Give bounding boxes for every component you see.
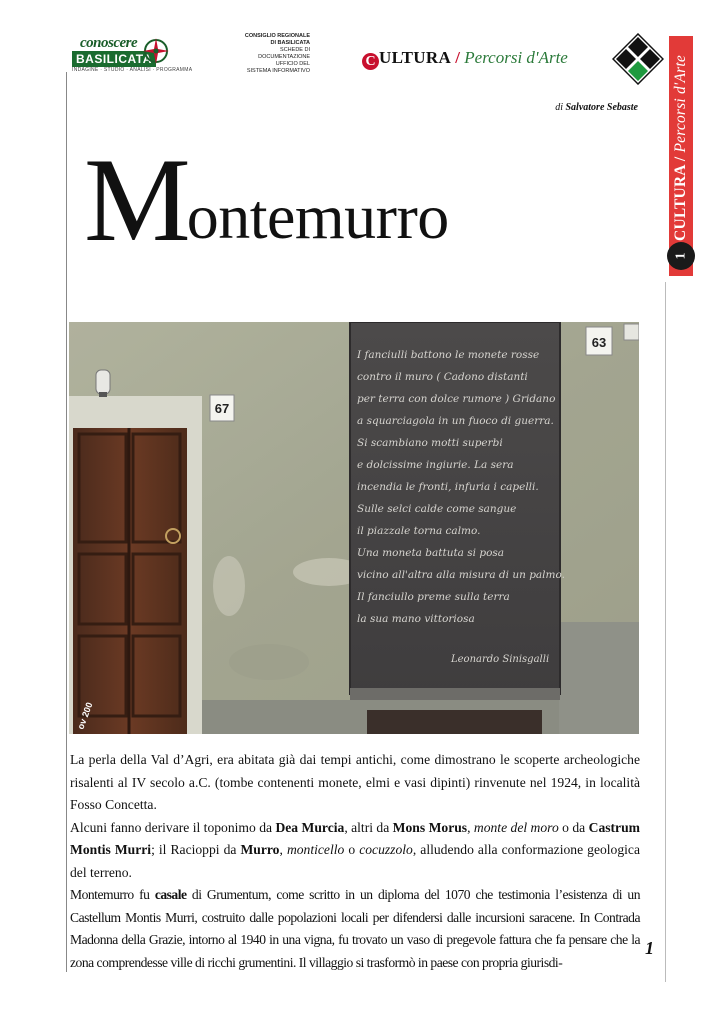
council-line-5: UFFICIO DEL xyxy=(275,61,310,67)
side-band-text xyxy=(672,55,690,241)
p2-text-1: Alcuni fanno derivare il toponimo da xyxy=(70,819,276,835)
logo-line2: BASILICATA xyxy=(72,51,156,67)
p2-text-8: , alludendo alla conformazione geologica del terreno. xyxy=(70,842,640,880)
paragraph-3 xyxy=(70,884,640,974)
cultura-slash: / xyxy=(455,48,461,67)
plaque-line-3: per terra con dolce rumore ) Gridano xyxy=(357,393,556,405)
plaque-line-9: il piazzale torna calmo. xyxy=(357,525,481,537)
p2-text-5: ; il Racioppi da xyxy=(151,842,241,857)
plaque-signature: Leonardo Sinisgalli xyxy=(451,654,550,665)
plaque-line-1: I fanciulli battono le monete rosse xyxy=(357,349,540,361)
left-margin-rule xyxy=(66,72,67,972)
diamond-emblem-icon xyxy=(612,33,664,85)
photo-watermark: ov 200 xyxy=(75,700,95,731)
article-body xyxy=(70,749,640,974)
side-band-italic: Percorsi d'Arte xyxy=(672,55,689,153)
plaque-line-12: Il fanciullo preme sulla terra xyxy=(357,591,510,603)
section-number-badge xyxy=(667,242,695,270)
p3-text-1: Montemurro fu xyxy=(70,887,155,902)
cultura-c-badge: C xyxy=(362,53,379,70)
p2-italic-monte-del-moro: monte del moro xyxy=(473,819,559,835)
p2-bold-mons-morus: Mons Morus xyxy=(392,819,468,835)
author-byline xyxy=(555,102,638,113)
council-line-6: SISTEMA INFORMATIVO xyxy=(246,68,310,74)
page-number: 1 xyxy=(645,938,654,958)
page-title xyxy=(84,133,449,266)
door-number-left: 67 xyxy=(214,401,230,416)
conoscere-basilicata-logo xyxy=(70,35,193,75)
plaque-line-8: Sulle selci calde come sangue xyxy=(357,503,517,515)
council-block xyxy=(230,33,310,75)
side-band-bold: CULTURA / xyxy=(672,156,689,241)
author-name: Salvatore Sebaste xyxy=(565,102,638,113)
cultura-word: ULTURA xyxy=(379,48,452,67)
title-rest: ontemurro xyxy=(186,181,449,252)
right-margin-rule xyxy=(665,282,666,982)
p3-bold-casale: casale xyxy=(154,887,187,902)
door-number-right: 63 xyxy=(591,335,607,350)
p2-bold-murro: Murro xyxy=(240,842,280,857)
author-prefix: di xyxy=(555,102,563,113)
montemurro-plaque-photo xyxy=(69,322,639,734)
section-number: 1 xyxy=(673,252,688,260)
logo-line1: conoscere xyxy=(80,35,138,51)
p2-text-3: , xyxy=(467,819,474,835)
council-line-3: SCHEDE DI xyxy=(280,47,310,53)
plaque-line-6: e dolcissime ingiurie. La sera xyxy=(357,459,514,471)
compass-icon xyxy=(142,37,170,65)
paragraph-2 xyxy=(70,817,640,885)
p2-bold-castrum: Castrum Montis Murri xyxy=(70,819,640,857)
p2-text-6: , xyxy=(279,842,287,857)
plaque-line-10: Una moneta battuta si posa xyxy=(357,547,505,559)
plaque-line-5: Si scambiano motti superbi xyxy=(357,437,503,449)
title-initial: M xyxy=(84,133,187,266)
p3-text-2: di Grumentum, come scritto in un diploma del 1070 che testimonia l’esistenza di un Castellum Montis Murri, costruito dalle popolazioni locali per difendersi dalle incursioni saracene. In Contrada Madonna della Grazie, intorno al 1940 in una vigna, fu trovato un vaso di pregevole fattura che fa pensare che la zona comprendesse ville di ricchi grumentini. Il villaggio si trasformò in paese con propria giurisdi- xyxy=(70,887,641,970)
p2-text-7: o xyxy=(344,842,360,857)
plaque-line-7: incendia le fronti, infuria i capelli. xyxy=(357,481,539,493)
plaque-line-13: la sua mano vittoriosa xyxy=(357,613,475,625)
p2-bold-dea-murcia: Dea Murcia xyxy=(275,819,345,835)
cultura-heading xyxy=(362,48,568,70)
council-line-4: DOCUMENTAZIONE xyxy=(258,54,310,60)
section-side-band xyxy=(669,36,693,276)
plaque-line-2: contro il muro ( Cadono distanti xyxy=(357,371,528,383)
p2-text-4: o da xyxy=(558,819,589,835)
logo-line3: INDAGINE · STUDIO · ANALISI · PROGRAMMA xyxy=(72,67,193,73)
council-line-1: CONSIGLIO REGIONALE xyxy=(244,33,310,39)
paragraph-1: La perla della Val d’Agri, era abitata già dai tempi antichi, come dimostrano le scoperte archeologiche risalenti al IV secolo a.C. (tombe contenenti monete, elmi e vasi dipinti) rinvenute nel 1924, in località Fosso Concetta. xyxy=(70,752,640,812)
p2-text-2: , altri da xyxy=(344,819,393,835)
p2-italic-cocuzzolo: cocuzzolo xyxy=(359,842,413,857)
council-line-2: DI BASILICATA xyxy=(270,40,310,46)
plaque-line-4: a squarciagola in un fuoco di guerra. xyxy=(357,415,554,427)
cultura-subtitle: Percorsi d'Arte xyxy=(464,48,568,67)
plaque-line-11: vicino all'altra alla misura di un palmo. xyxy=(357,569,565,581)
p2-italic-monticello: monticello xyxy=(286,842,345,857)
